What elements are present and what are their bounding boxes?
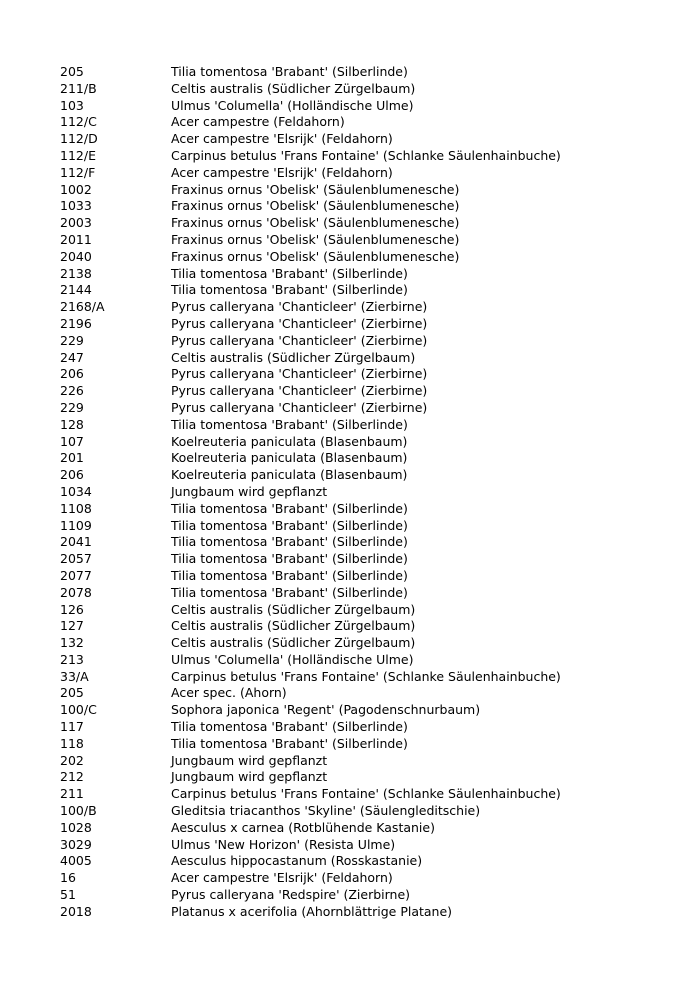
tree-species: Celtis australis (Südlicher Zürgelbaum) bbox=[171, 635, 416, 651]
tree-number: 103 bbox=[60, 97, 84, 113]
tree-species: Ulmus 'Columella' (Holländische Ulme) bbox=[171, 97, 414, 113]
tree-number: 205 bbox=[60, 685, 84, 701]
tree-species: Platanus x acerifolia (Ahornblättrige Platane) bbox=[171, 903, 453, 919]
tree-number: 229 bbox=[60, 399, 84, 415]
tree-species: Koelreuteria paniculata (Blasenbaum) bbox=[171, 450, 408, 466]
tree-species: Koelreuteria paniculata (Blasenbaum) bbox=[171, 433, 408, 449]
tree-species: Pyrus calleryana 'Redspire' (Zierbirne) bbox=[171, 887, 411, 903]
tree-species: Fraxinus ornus 'Obelisk' (Säulenblumenesche) bbox=[171, 198, 460, 214]
tree-number: 128 bbox=[60, 416, 84, 432]
tree-species: Tilia tomentosa 'Brabant' (Silberlinde) bbox=[171, 500, 408, 516]
list-item bbox=[60, 769, 660, 786]
list-item bbox=[60, 434, 660, 451]
list-item bbox=[60, 299, 660, 316]
list-item bbox=[60, 484, 660, 501]
tree-number: 201 bbox=[60, 450, 84, 466]
tree-number: 132 bbox=[60, 635, 84, 651]
tree-number: 118 bbox=[60, 735, 84, 751]
list-item bbox=[60, 853, 660, 870]
tree-number: 112/D bbox=[60, 131, 98, 147]
tree-species: Celtis australis (Südlicher Zürgelbaum) bbox=[171, 349, 416, 365]
tree-species: Acer spec. (Ahorn) bbox=[171, 685, 287, 701]
tree-species: Pyrus calleryana 'Chanticleer' (Zierbirne) bbox=[171, 383, 428, 399]
tree-species: Ulmus 'Columella' (Holländische Ulme) bbox=[171, 651, 414, 667]
tree-number: 100/C bbox=[60, 702, 97, 718]
tree-species: Ulmus 'New Horizon' (Resista Ulme) bbox=[171, 836, 396, 852]
list-item bbox=[60, 417, 660, 434]
list-item bbox=[60, 803, 660, 820]
tree-species: Aesculus x carnea (Rotblühende Kastanie) bbox=[171, 819, 435, 835]
tree-number: 126 bbox=[60, 601, 84, 617]
tree-species: Tilia tomentosa 'Brabant' (Silberlinde) bbox=[171, 282, 408, 298]
tree-number: 2078 bbox=[60, 584, 92, 600]
tree-number: 1033 bbox=[60, 198, 92, 214]
tree-number: 206 bbox=[60, 366, 84, 382]
tree-number: 247 bbox=[60, 349, 84, 365]
tree-species: Tilia tomentosa 'Brabant' (Silberlinde) bbox=[171, 551, 408, 567]
tree-species: Aesculus hippocastanum (Rosskastanie) bbox=[171, 853, 423, 869]
list-item bbox=[60, 887, 660, 904]
tree-number: 211/B bbox=[60, 80, 97, 96]
tree-species: Tilia tomentosa 'Brabant' (Silberlinde) bbox=[171, 265, 408, 281]
list-item bbox=[60, 870, 660, 887]
list-item bbox=[60, 400, 660, 417]
tree-number: 127 bbox=[60, 618, 84, 634]
tree-number: 33/A bbox=[60, 668, 89, 684]
list-item bbox=[60, 81, 660, 98]
list-item bbox=[60, 215, 660, 232]
tree-species: Pyrus calleryana 'Chanticleer' (Zierbirne) bbox=[171, 366, 428, 382]
tree-species: Pyrus calleryana 'Chanticleer' (Zierbirne) bbox=[171, 332, 428, 348]
list-item bbox=[60, 266, 660, 283]
list-item bbox=[60, 165, 660, 182]
tree-number: 107 bbox=[60, 433, 84, 449]
tree-species: Celtis australis (Südlicher Zürgelbaum) bbox=[171, 80, 416, 96]
tree-number: 112/F bbox=[60, 164, 96, 180]
tree-species: Acer campestre 'Elsrijk' (Feldahorn) bbox=[171, 870, 393, 886]
list-item bbox=[60, 518, 660, 535]
tree-species: Tilia tomentosa 'Brabant' (Silberlinde) bbox=[171, 534, 408, 550]
tree-number: 2011 bbox=[60, 231, 92, 247]
list-item bbox=[60, 685, 660, 702]
list-item bbox=[60, 602, 660, 619]
tree-number: 213 bbox=[60, 651, 84, 667]
list-item bbox=[60, 64, 660, 81]
tree-number: 202 bbox=[60, 752, 84, 768]
tree-species: Gleditsia triacanthos 'Skyline' (Säulengleditschie) bbox=[171, 803, 481, 819]
list-item bbox=[60, 568, 660, 585]
tree-number: 206 bbox=[60, 467, 84, 483]
list-item bbox=[60, 383, 660, 400]
tree-species: Carpinus betulus 'Frans Fontaine' (Schlanke Säulenhainbuche) bbox=[171, 147, 561, 163]
tree-species: Celtis australis (Südlicher Zürgelbaum) bbox=[171, 618, 416, 634]
list-item bbox=[60, 652, 660, 669]
list-item bbox=[60, 131, 660, 148]
list-item bbox=[60, 114, 660, 131]
list-item bbox=[60, 198, 660, 215]
tree-number: 2057 bbox=[60, 551, 92, 567]
tree-number: 112/E bbox=[60, 147, 96, 163]
tree-species: Jungbaum wird gepflanzt bbox=[171, 752, 328, 768]
list-item bbox=[60, 820, 660, 837]
tree-species: Tilia tomentosa 'Brabant' (Silberlinde) bbox=[171, 567, 408, 583]
tree-number: 1002 bbox=[60, 181, 92, 197]
list-item bbox=[60, 232, 660, 249]
list-item bbox=[60, 98, 660, 115]
list-item bbox=[60, 316, 660, 333]
tree-species: Tilia tomentosa 'Brabant' (Silberlinde) bbox=[171, 584, 408, 600]
tree-number: 2168/A bbox=[60, 299, 105, 315]
tree-number: 1034 bbox=[60, 483, 92, 499]
tree-number: 117 bbox=[60, 719, 84, 735]
tree-species: Acer campestre (Feldahorn) bbox=[171, 114, 345, 130]
list-item bbox=[60, 635, 660, 652]
tree-number: 1028 bbox=[60, 819, 92, 835]
list-item bbox=[60, 837, 660, 854]
tree-species: Fraxinus ornus 'Obelisk' (Säulenblumenesche) bbox=[171, 231, 460, 247]
tree-species: Fraxinus ornus 'Obelisk' (Säulenblumenesche) bbox=[171, 248, 460, 264]
tree-number: 2144 bbox=[60, 282, 92, 298]
tree-number: 3029 bbox=[60, 836, 92, 852]
tree-species: Tilia tomentosa 'Brabant' (Silberlinde) bbox=[171, 719, 408, 735]
list-item bbox=[60, 501, 660, 518]
list-item bbox=[60, 350, 660, 367]
tree-number: 205 bbox=[60, 64, 84, 79]
list-item bbox=[60, 618, 660, 635]
tree-species: Pyrus calleryana 'Chanticleer' (Zierbirne) bbox=[171, 315, 428, 331]
tree-species: Acer campestre 'Elsrijk' (Feldahorn) bbox=[171, 131, 393, 147]
list-item bbox=[60, 182, 660, 199]
tree-number: 112/C bbox=[60, 114, 97, 130]
tree-species: Tilia tomentosa 'Brabant' (Silberlinde) bbox=[171, 735, 408, 751]
tree-species: Fraxinus ornus 'Obelisk' (Säulenblumenesche) bbox=[171, 215, 460, 231]
list-item bbox=[60, 585, 660, 602]
list-item bbox=[60, 786, 660, 803]
tree-species: Sophora japonica 'Regent' (Pagodenschnurbaum) bbox=[171, 702, 481, 718]
tree-species: Carpinus betulus 'Frans Fontaine' (Schlanke Säulenhainbuche) bbox=[171, 668, 561, 684]
list-item bbox=[60, 702, 660, 719]
list-item bbox=[60, 282, 660, 299]
list-item bbox=[60, 534, 660, 551]
list-item bbox=[60, 551, 660, 568]
tree-number: 1109 bbox=[60, 517, 92, 533]
tree-number: 211 bbox=[60, 786, 84, 802]
list-item bbox=[60, 333, 660, 350]
list-item bbox=[60, 736, 660, 753]
tree-species: Tilia tomentosa 'Brabant' (Silberlinde) bbox=[171, 64, 408, 79]
tree-species: Tilia tomentosa 'Brabant' (Silberlinde) bbox=[171, 416, 408, 432]
tree-number: 16 bbox=[60, 870, 76, 886]
tree-number: 2041 bbox=[60, 534, 92, 550]
tree-species: Koelreuteria paniculata (Blasenbaum) bbox=[171, 467, 408, 483]
tree-number: 2196 bbox=[60, 315, 92, 331]
tree-species: Carpinus betulus 'Frans Fontaine' (Schlanke Säulenhainbuche) bbox=[171, 786, 561, 802]
tree-species: Pyrus calleryana 'Chanticleer' (Zierbirne) bbox=[171, 399, 428, 415]
list-item bbox=[60, 249, 660, 266]
tree-number: 2040 bbox=[60, 248, 92, 264]
tree-species: Jungbaum wird gepflanzt bbox=[171, 483, 328, 499]
tree-number: 2077 bbox=[60, 567, 92, 583]
list-item bbox=[60, 669, 660, 686]
tree-number: 2003 bbox=[60, 215, 92, 231]
tree-species: Fraxinus ornus 'Obelisk' (Säulenblumenesche) bbox=[171, 181, 460, 197]
tree-species: Tilia tomentosa 'Brabant' (Silberlinde) bbox=[171, 517, 408, 533]
tree-number: 1108 bbox=[60, 500, 92, 516]
tree-number: 100/B bbox=[60, 803, 97, 819]
list-item bbox=[60, 467, 660, 484]
list-item bbox=[60, 450, 660, 467]
tree-species: Jungbaum wird gepflanzt bbox=[171, 769, 328, 785]
tree-species: Celtis australis (Südlicher Zürgelbaum) bbox=[171, 601, 416, 617]
list-item bbox=[60, 753, 660, 770]
tree-number: 212 bbox=[60, 769, 84, 785]
tree-list bbox=[60, 64, 660, 921]
tree-number: 2138 bbox=[60, 265, 92, 281]
tree-species: Pyrus calleryana 'Chanticleer' (Zierbirne) bbox=[171, 299, 428, 315]
tree-number: 51 bbox=[60, 887, 76, 903]
tree-number: 226 bbox=[60, 383, 84, 399]
tree-species: Acer campestre 'Elsrijk' (Feldahorn) bbox=[171, 164, 393, 180]
list-item bbox=[60, 148, 660, 165]
list-item bbox=[60, 904, 660, 921]
tree-number: 2018 bbox=[60, 903, 92, 919]
tree-number: 4005 bbox=[60, 853, 92, 869]
list-item bbox=[60, 719, 660, 736]
tree-number: 229 bbox=[60, 332, 84, 348]
list-item bbox=[60, 366, 660, 383]
